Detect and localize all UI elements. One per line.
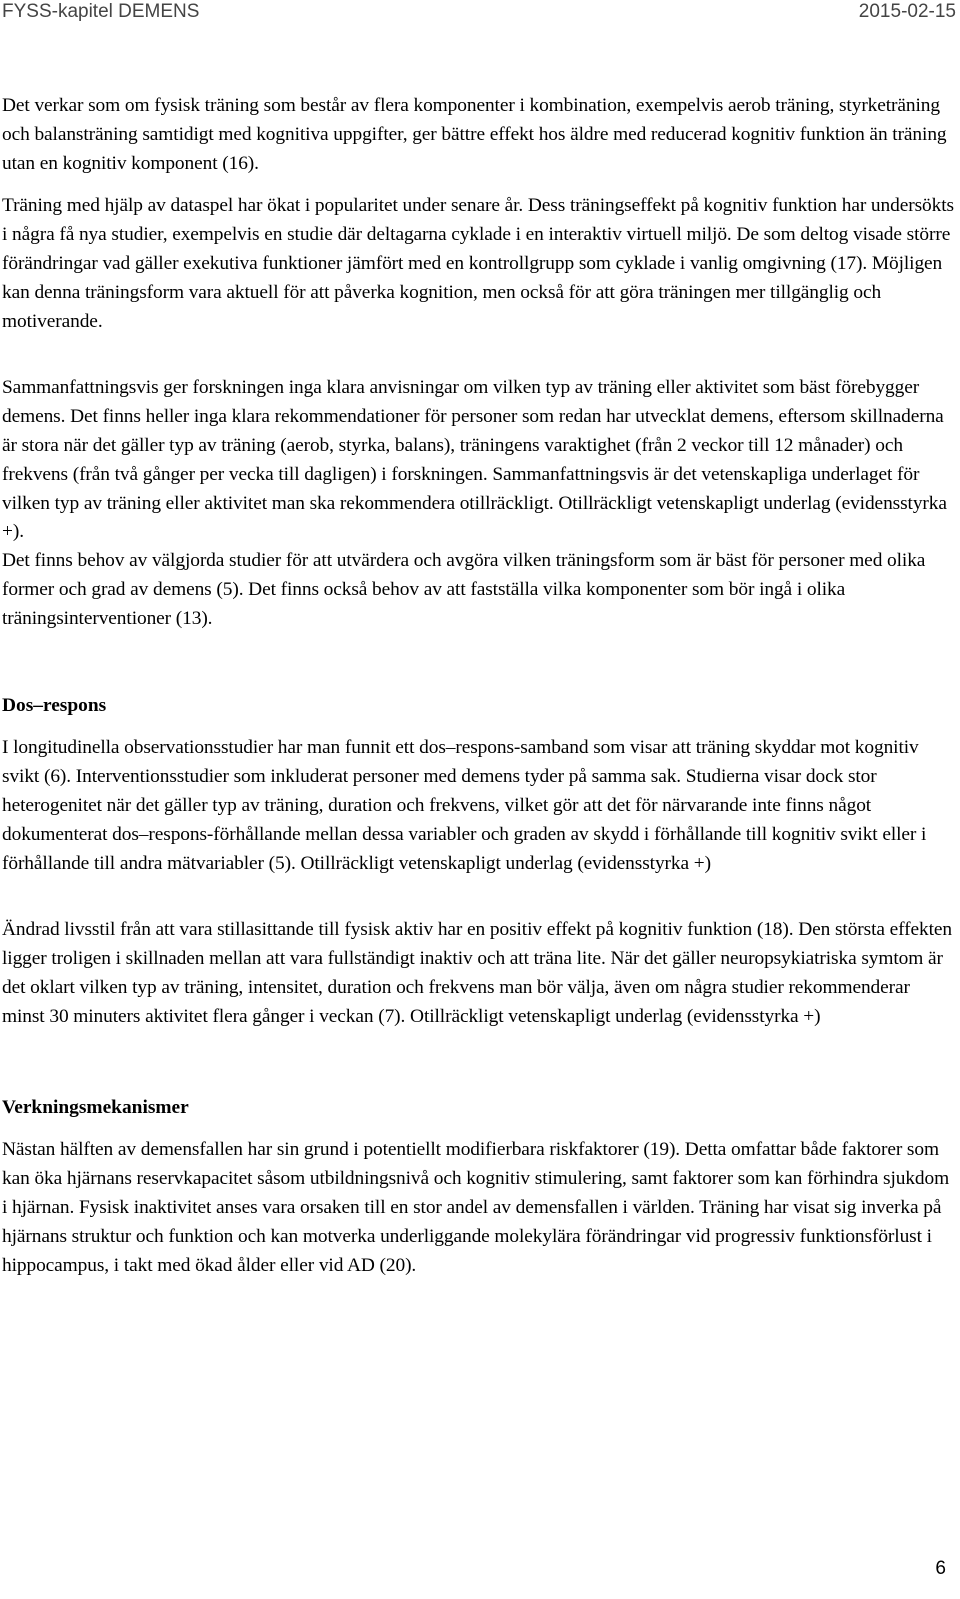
document-date: 2015-02-15 <box>858 1 956 22</box>
heading-mechanisms: Verkningsmekanismer <box>2 1096 189 1118</box>
page-number: 6 <box>935 1558 946 1579</box>
paragraph-lifestyle-change: Ändrad livsstil från att vara stillasittande till fysisk aktiv har en positiv effekt på kognitiv funktion (18). Den största effekten ligger troligen i skillnaden mellan att vara fullständigt inaktiv och att träna lite. När det gäller neuropsykiatriska symtom är det oklart vilken typ av träning, intensitet, duration och frekvens man bör välja, även om några studier rekommenderar minst 30 minuters aktivitet flera gånger i veckan (7). Otillräckligt vetenskapligt underlag (evidensstyrka +) <box>2 919 953 1027</box>
paragraph-research-needs: Det finns behov av välgjorda studier för att utvärdera och avgöra vilken träningsform som är bäst för personer med olika former och grad av demens (5). Det finns också behov av att fastställa vilka komponenter som bör ingå i olika träningsinterventioner (13). <box>2 550 926 629</box>
paragraph-mechanisms: Nästan hälften av demensfallen har sin grund i potentiellt modifierbara riskfaktorer (19). Detta omfattar både faktorer som kan öka hjärnans reservkapacitet såsom utbildningsnivå och kognitiv stimulering, samt faktorer som kan förhindra sjukdom i hjärnan. Fysisk inaktivitet anses vara orsaken till en stor andel av demensfallen i världen. Träning har visat sig inverka på hjärnans struktur och funktion och kan motverka underliggande molekylära förändringar vid progressiv funktionsförlust i hippocampus, i takt med ökad ålder eller vid AD (20). <box>2 1139 950 1276</box>
paragraph-dose-response: I longitudinella observationsstudier har man funnit ett dos–respons-samband som visar att träning skyddar mot kognitiv svikt (6). Interventionsstudier som inkluderat personer med demens tyder på samma sak. Studierna visar dock stor heterogenitet när det gäller typ av träning, duration och frekvens, vilket gör att det för närvarande inte finns något dokumenterat dos–respons-förhållande mellan dessa variabler och graden av skydd i förhållande till kognitiv svikt eller i förhållande till andra mätvariabler (5). Otillräckligt vetenskapligt underlag (evidensstyrka +) <box>2 737 927 874</box>
document-title: FYSS-kapitel DEMENS <box>2 1 200 22</box>
page-header <box>0 0 960 32</box>
paragraph-multicomponent-training: Det verkar som om fysisk träning som består av flera komponenter i kombination, exempelvis aerob träning, styrketräning och balansträning samtidigt med kognitiva uppgifter, ger bättre effekt hos äldre med reducerad kognitiv funktion än träning utan en kognitiv komponent (16). <box>2 95 947 174</box>
paragraph-summary: Sammanfattningsvis ger forskningen inga klara anvisningar om vilken typ av träning eller aktivitet som bäst förebygger demens. Det finns heller inga klara rekommendationer för personer som redan har utvecklat demens, eftersom skillnaderna är stora när det gäller typ av träning (aerob, styrka, balans), träningens varaktighet (från 2 veckor till 12 månader) och frekvens (från två gånger per vecka till dagligen) i forskningen. Sammanfattningsvis är det vetenskapliga underlaget för vilken typ av träning eller aktivitet man ska rekommendera otillräckligt. Otillräckligt vetenskapligt underlag (evidensstyrka +). <box>2 377 947 543</box>
paragraph-computer-games: Träning med hjälp av dataspel har ökat i popularitet under senare år. Dess träningseffekt på kognitiv funktion har undersökts i några få nya studier, exempelvis en studie där deltagarna cyklade i en interaktiv virtuell miljö. De som deltog visade större förändringar vad gäller exekutiva funktioner jämfört med en kontrollgrupp som cyklade i vanlig omgivning (17). Möjligen kan denna träningsform vara aktuell för att påverka kognition, men också för att göra träningen mer tillgänglig och motiverande. <box>2 195 954 332</box>
heading-dose-response: Dos–respons <box>2 694 107 716</box>
document-body <box>2 92 954 1280</box>
